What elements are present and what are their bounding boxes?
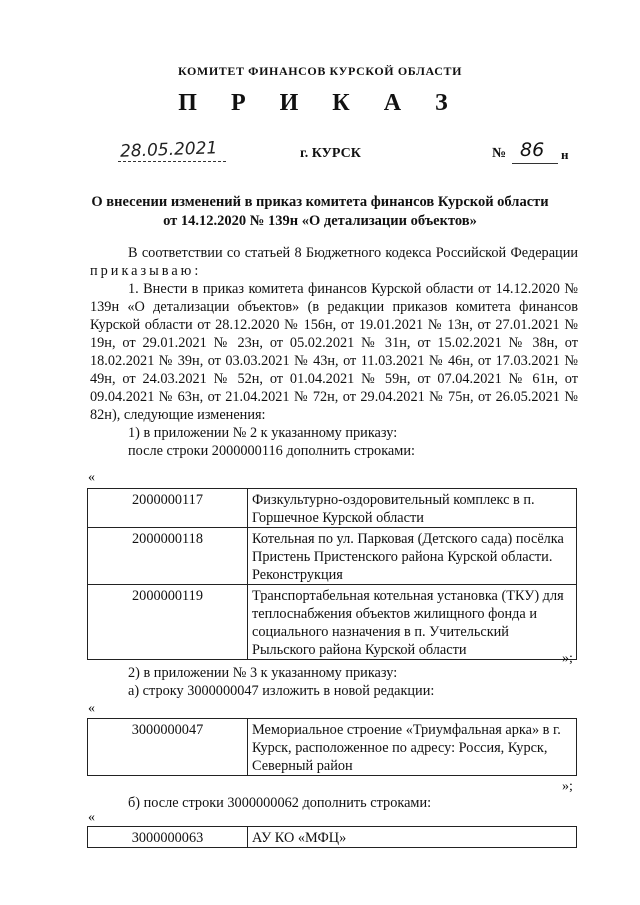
table-cell-name: Транспортабельная котельная установка (ТКУ) для теплоснабжения объектов жилищного фонда и социального назначения в п. Учительский Рыльского района Курской области [248, 585, 577, 660]
open-quote-1: « [88, 470, 95, 485]
subitem-2b: б) после строки 3000000062 дополнить строками: [128, 795, 432, 811]
date-underline [118, 161, 226, 162]
table-row [88, 719, 577, 776]
table-cell-code: 2000000119 [88, 585, 248, 660]
open-quote-3: « [88, 810, 95, 825]
subitem-1: 1) в приложении № 2 к указанному приказу: [128, 425, 398, 441]
close-quote-2: »; [562, 779, 573, 794]
document-subject [0, 193, 640, 231]
subitem-1-after: после строки 2000000116 дополнить строками: [128, 443, 415, 459]
document-type: П Р И К А З [178, 90, 462, 116]
document-number: 86 [520, 139, 545, 161]
table-cell-code: 3000000063 [88, 827, 248, 848]
table-row [88, 827, 577, 848]
table-cell-name: Котельная по ул. Парковая (Детского сада) посёлка Пристень Пристенского района Курской области. Реконструкция [248, 528, 577, 585]
subject-line-2: от 14.12.2020 № 139н «О детализации объектов» [163, 213, 477, 229]
preamble [90, 244, 578, 280]
table-appendix-2 [87, 488, 577, 660]
item-1: 1. Внести в приказ комитета финансов Курской области от 14.12.2020 № 139н «О детализации объектов» (в редакции приказов комитета финансов Курской области от 28.12.2020 № 156н, от 19.01.2021 № 13н, от 27.01.2021 № 19н, от 29.01.2021 № 23н, от 05.02.2021 № 31н, от 15.02.2021 № 38н, от 18.02.2021 № 39н, от 03.03.2021 № 43н, от 11.03.2021 № 46н, от 17.03.2021 № 49н, от 24.03.2021 № 52н, от 01.04.2021 № 59н, от 07.04.2021 № 61н, от 09.04.2021 № 63н, от 21.04.2021 № 72н, от 29.04.2021 № 75н, от 26.05.2021 № 82н), следующие изменения: [90, 281, 578, 423]
number-suffix: н [561, 147, 569, 162]
subject-line-1: О внесении изменений в приказ комитета финансов Курской области [91, 194, 549, 210]
document-body-part-3 [90, 794, 578, 812]
table-appendix-3-replace [87, 718, 577, 776]
table-row [88, 585, 577, 660]
close-quote-1: »; [562, 651, 573, 666]
document-body [90, 244, 578, 460]
document-date: 28.05.2021 [119, 138, 218, 162]
table-cell-code: 3000000047 [88, 719, 248, 776]
table-cell-name: АУ КО «МФЦ» [248, 827, 577, 848]
preamble-text: В соответствии со статьей 8 Бюджетного кодекса Российской Федерации [128, 245, 578, 261]
table-cell-code: 2000000118 [88, 528, 248, 585]
table-row [88, 489, 577, 528]
subitem-2: 2) в приложении № 3 к указанному приказу: [128, 665, 398, 681]
organization-name: КОМИТЕТ ФИНАНСОВ КУРСКОЙ ОБЛАСТИ [177, 64, 463, 78]
table-cell-name: Физкультурно-оздоровительный комплекс в п. Горшечное Курской области [248, 489, 577, 528]
number-underline [512, 163, 558, 164]
open-quote-2: « [88, 701, 95, 716]
document-city: г. КУРСК [300, 146, 361, 161]
number-label: № [492, 146, 507, 161]
table-row [88, 528, 577, 585]
table-cell-name: Мемориальное строение «Триумфальная арка» в г. Курск, расположенное по адресу: Россия, Курск, Северный район [248, 719, 577, 776]
preamble-order-word: приказываю [90, 263, 195, 279]
preamble-colon: : [194, 263, 199, 279]
table-cell-code: 2000000117 [88, 489, 248, 528]
table-appendix-3-add [87, 826, 577, 848]
subitem-2a: а) строку 3000000047 изложить в новой редакции: [128, 683, 435, 699]
document-body-part-2 [90, 664, 578, 700]
